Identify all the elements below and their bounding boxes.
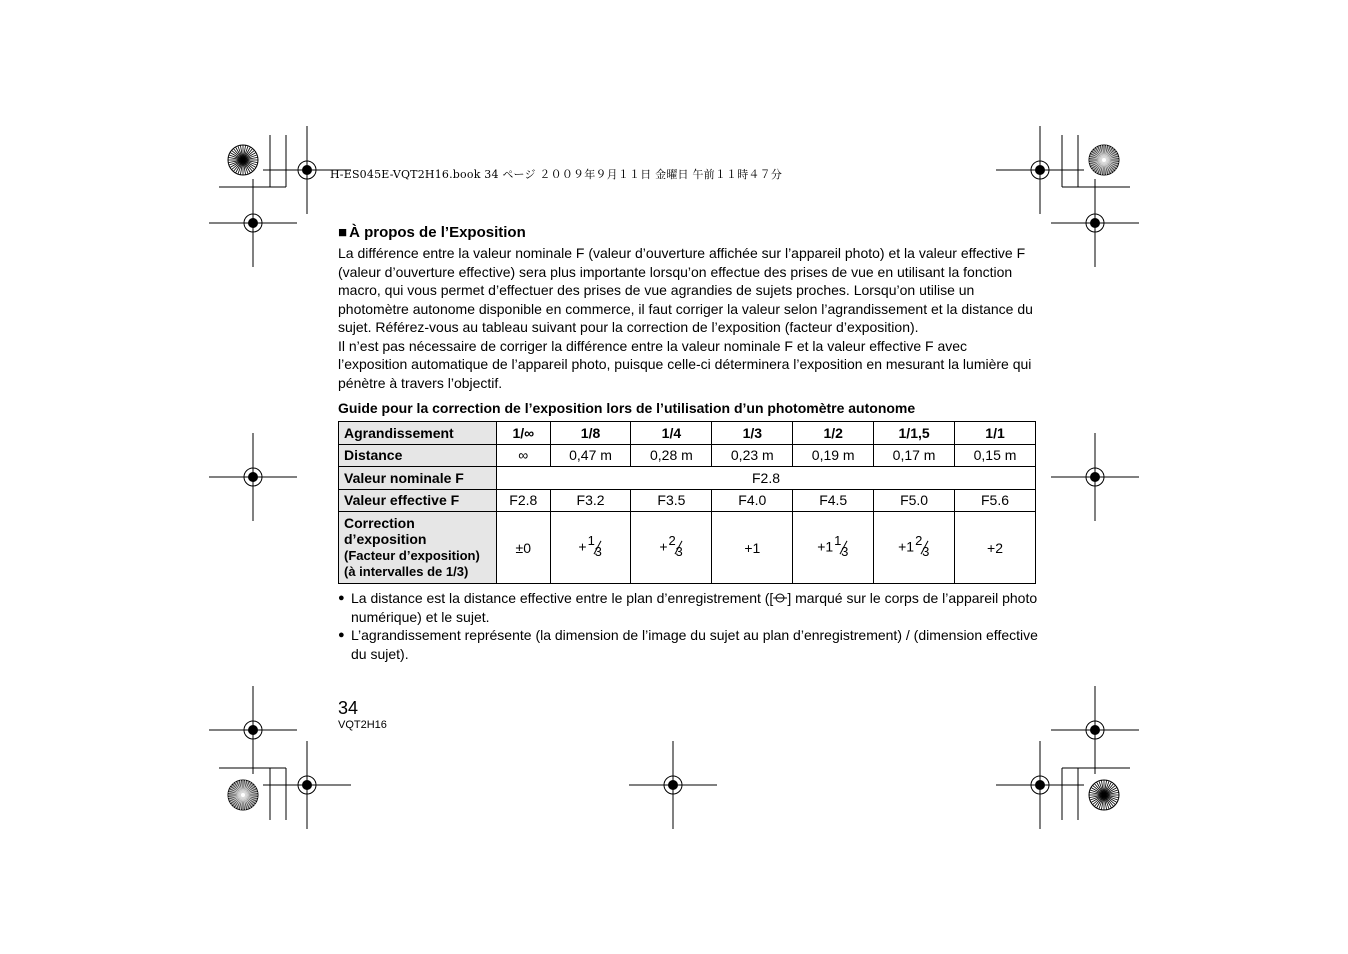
correction-label-line: (Facteur d’exposition) [344,547,480,563]
cell-correction [497,512,551,584]
row-effective-f [339,489,1036,512]
cell-effective-f: F2.8 [497,489,551,512]
registration-mark [263,741,351,829]
cell-distance: 0,19 m [793,444,874,467]
color-rosette-mark [1089,145,1119,175]
correction-value: + [578,538,587,555]
correction-value: +1 [817,538,834,555]
round-bullet-icon: ● [338,592,345,604]
cell-distance: 0,15 m [955,444,1036,467]
correction-value: +1 [744,539,761,556]
focal-plane-mark-icon [773,592,787,604]
cell-magnification: 1/3 [712,422,793,445]
correction-value: +2 [987,539,1003,556]
note-text: La distance est la distance effective entre le plan d’enregistrement ([ [351,590,774,606]
fraction-numerator: 2 [668,532,676,548]
cell-magnification: 1/4 [631,422,712,445]
row-label-magnification: Agrandissement [339,422,497,445]
square-bullet-icon: ■ [338,224,348,241]
cell-distance: 0,28 m [631,444,712,467]
fraction-denominator: 3 [594,543,602,559]
cell-correction [712,512,793,584]
row-label-correction [339,512,497,584]
cell-effective-f: F5.0 [874,489,955,512]
correction-value: + [659,538,668,555]
cell-effective-f: F5.6 [955,489,1036,512]
cell-effective-f: F4.5 [793,489,874,512]
row-label-distance: Distance [339,444,497,467]
color-rosette-mark [228,145,258,175]
row-correction [339,512,1036,584]
row-label-effective-f: Valeur effective F [339,489,497,512]
correction-value: ±0 [515,539,532,556]
color-rosette-mark [1089,780,1119,810]
row-label-nominal-f: Valeur nominale F [339,467,497,490]
round-bullet-icon: ● [338,629,345,641]
fraction [587,532,603,559]
page-code: VQT2H16 [338,719,387,731]
row-nominal-f [339,467,1036,490]
cell-distance: 0,23 m [712,444,793,467]
cell-effective-f: F3.5 [631,489,712,512]
correction-value: +1 [898,538,915,555]
section-title [338,224,1038,242]
color-rosette-mark [228,780,258,810]
registration-mark [996,126,1084,214]
registration-mark [209,433,297,521]
row-distance [339,444,1036,467]
registration-mark [209,686,297,774]
exposure-table [338,421,1036,584]
registration-mark [1051,179,1139,267]
fraction-denominator: 3 [841,543,849,559]
cell-correction [550,512,631,584]
row-magnification [339,422,1036,445]
paragraph-1: La différence entre la valeur nominale F (valeur d’ouverture affichée sur l’appareil photo) et la valeur effective F (valeur d’ouverture effective) sera plus importante lorsqu’on effectue des prises de vue en utilisant la fonction macro, qui vous permet d’effectuer des prises de vue agrandies de sujets proches. Lorsqu’on utilise un photomètre autonome disponible en commerce, il faut corriger la valeur selon l’agrandissement et la distance du sujet. Référez-vous au tableau suivant pour la correction de l’exposition (facteur d’exposition). [338,245,1033,335]
fraction-numerator: 1 [587,532,595,548]
cell-magnification: 1/2 [793,422,874,445]
registration-mark [209,179,297,267]
cell-effective-f: F4.0 [712,489,793,512]
cell-magnification: 1/1,5 [874,422,955,445]
cell-magnification: 1/1 [955,422,1036,445]
cell-effective-f: F3.2 [550,489,631,512]
section-title-text: À propos de l’Exposition [349,224,526,241]
fraction [914,532,930,559]
cell-correction [631,512,712,584]
cell-distance: 0,47 m [550,444,631,467]
book-header-line: H-ES045E-VQT2H16.book 34 ページ ２００９年９月１１日 金曜日 午前１１時４７分 [330,168,783,181]
fraction-numerator: 1 [834,532,842,548]
paragraph-2: Il n’est pas nécessaire de corriger la différence entre la valeur nominale F et la valeur effective F avec l’exposition automatique de l’appareil photo, puisque celle-ci déterminera l’exposition en mesurant la lumière qui pénètre à travers l’objectif. [338,337,1032,391]
cell-distance: ∞ [497,444,551,467]
fraction-denominator: 3 [922,543,930,559]
page-number: 34 [338,698,359,718]
notes-list [338,589,1038,663]
note-item [338,626,1038,663]
correction-label-line: d’exposition [344,531,427,547]
cell-magnification: 1/8 [550,422,631,445]
cell-correction [874,512,955,584]
note-text: L’agrandissement représente (la dimension de l’image du sujet au plan d’enregistrement) / (dimension effective du sujet). [351,627,1038,662]
cell-correction [955,512,1036,584]
correction-label-line: (à intervalles de 1/3) [344,564,469,579]
page-content [338,224,1038,663]
fraction-numerator: 2 [915,532,923,548]
registration-mark [1051,686,1139,774]
fraction [833,532,849,559]
note-text: ] marqué sur le corps de l’appareil photo numérique) et le sujet. [351,590,1038,625]
cell-magnification: 1/∞ [497,422,551,445]
cell-correction [793,512,874,584]
fraction [668,532,684,559]
cell-nominal-f: F2.8 [497,467,1036,490]
correction-label-line: Correction [344,514,415,531]
fraction-denominator: 3 [675,543,683,559]
note-item [338,589,1038,626]
guide-title: Guide pour la correction de l’exposition lors de l’utilisation d’un photomètre autonome [338,400,916,416]
cell-distance: 0,17 m [874,444,955,467]
registration-mark [1051,433,1139,521]
registration-mark [996,741,1084,829]
registration-mark [629,741,717,829]
